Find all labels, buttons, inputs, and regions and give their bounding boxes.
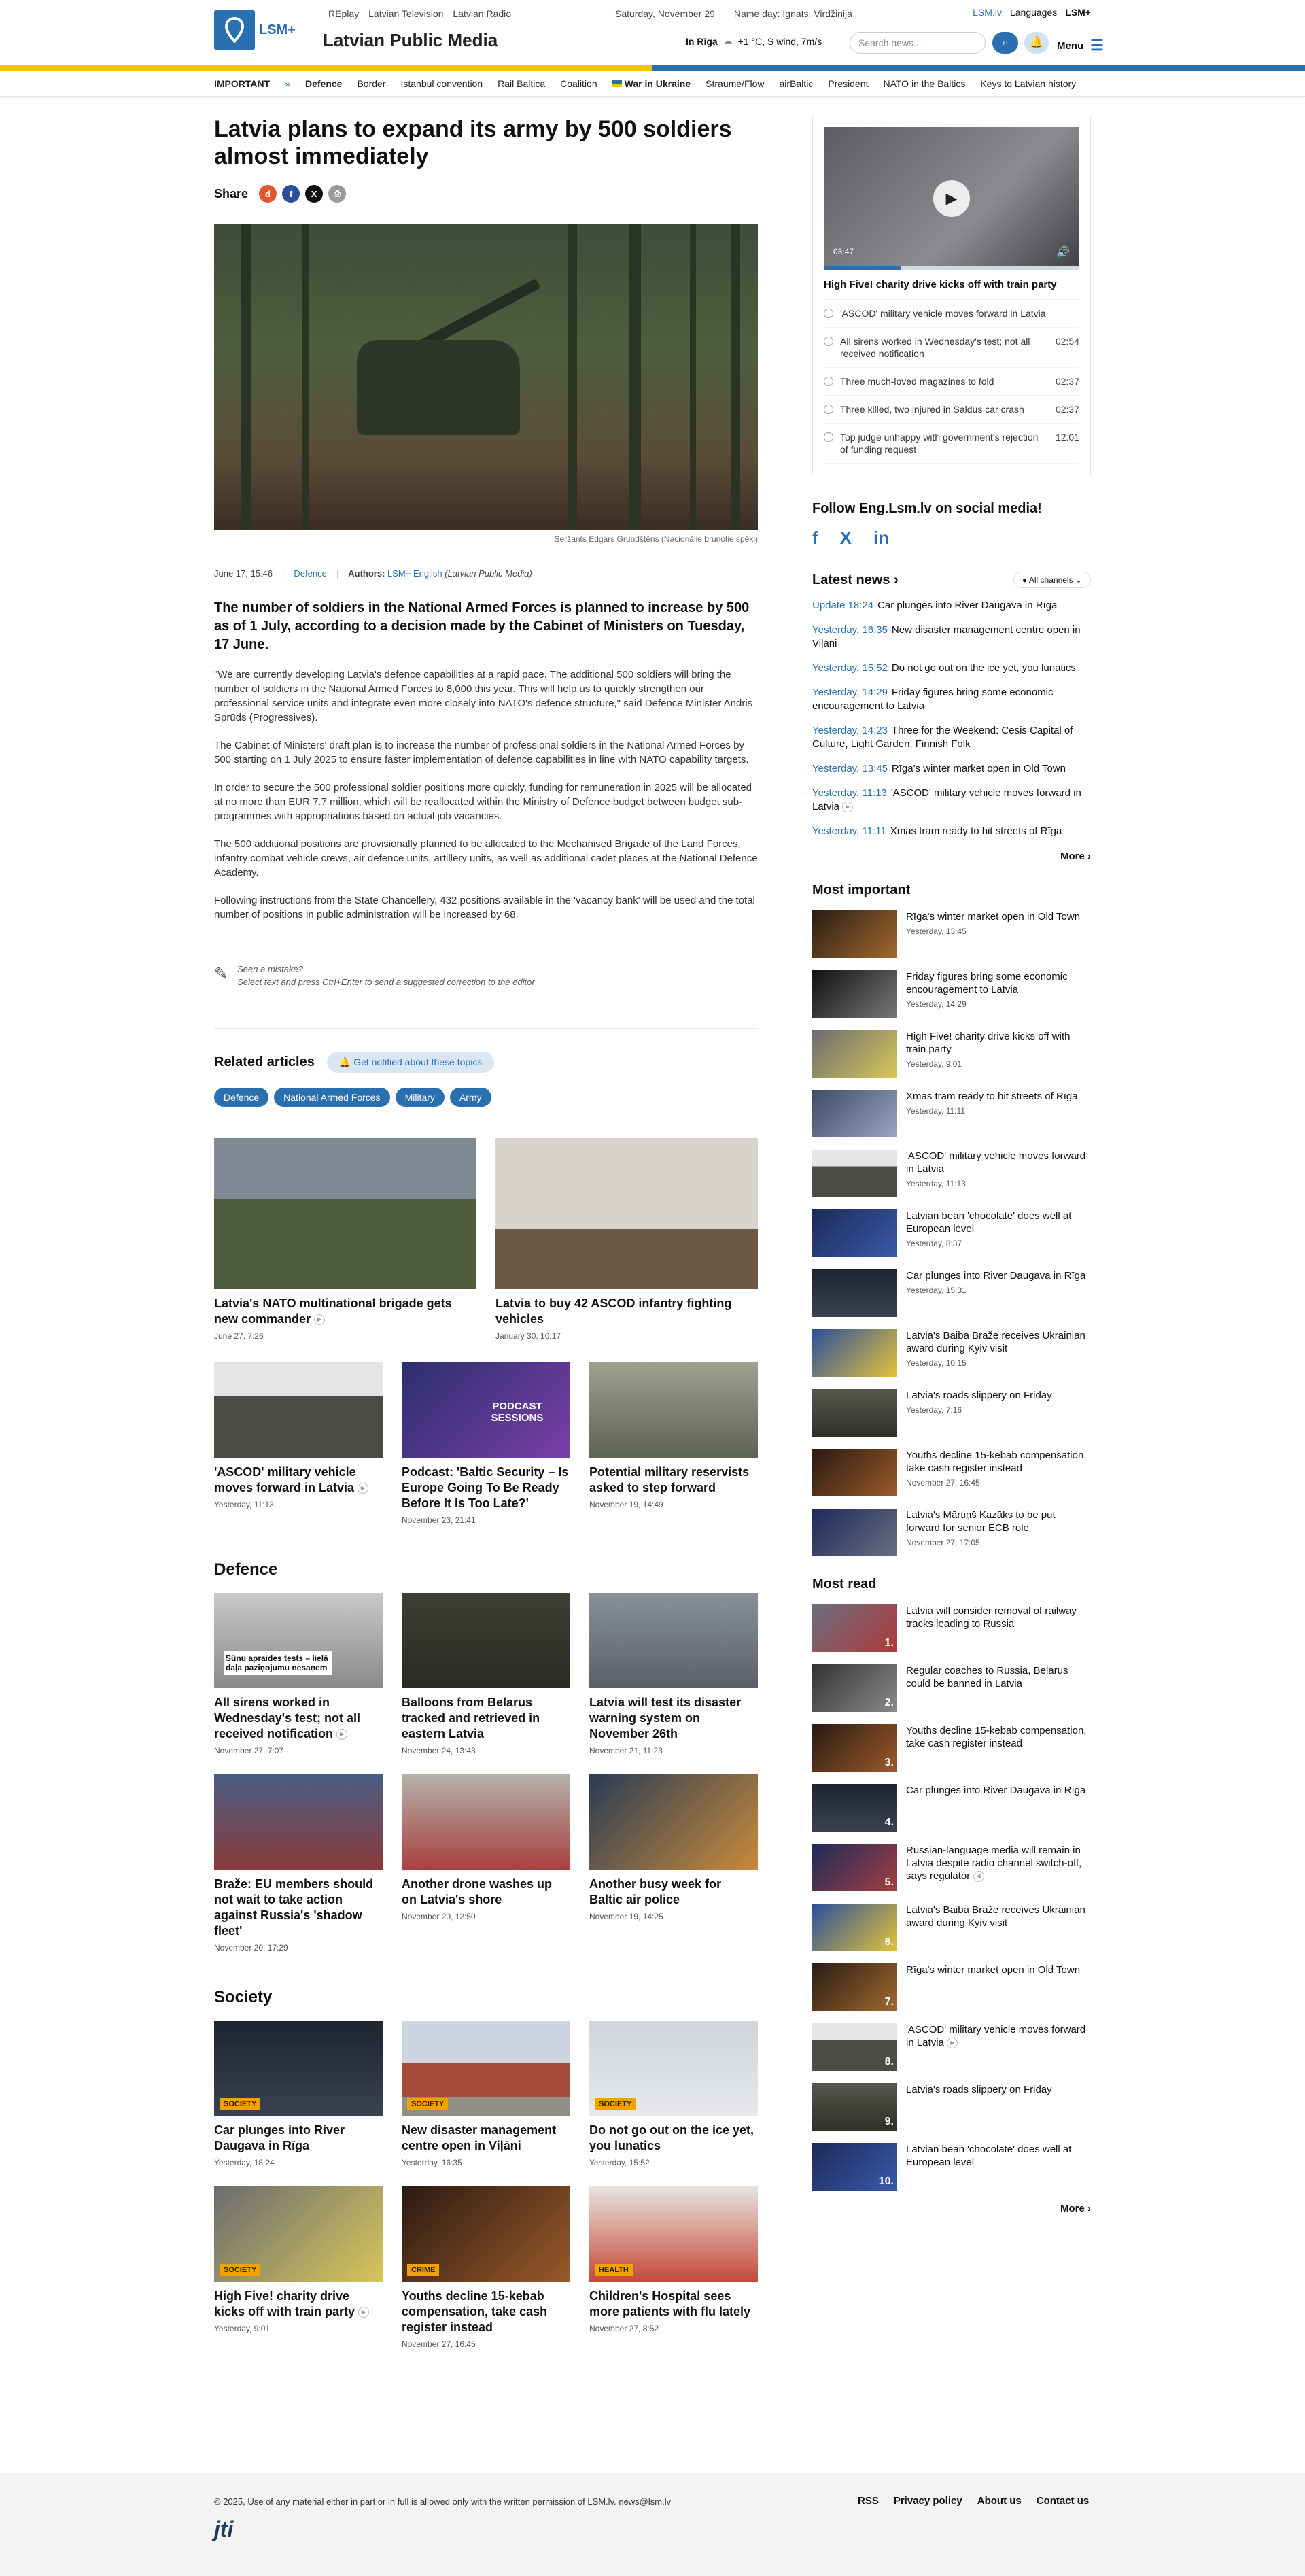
card-title: High Five! charity drive kicks off with train party ▶ (214, 2288, 383, 2320)
card-title: Car plunges into River Daugava in Rīga (214, 2123, 345, 2152)
related-card[interactable] (214, 1138, 476, 1341)
topic-link[interactable]: Istanbul convention (400, 78, 483, 89)
follow-title: Follow Eng.Lsm.lv on social media! (812, 501, 1042, 516)
latest-item[interactable]: Yesterday, 16:35 New disaster management centre open in Viļāni (812, 624, 1081, 649)
topic-link[interactable] (612, 78, 691, 89)
play-icon (824, 309, 833, 318)
society-title: Society (214, 1988, 273, 2006)
report-mistake (214, 964, 758, 987)
top-right-links (973, 7, 1091, 18)
video-title: High Five! charity drive kicks off with train party (824, 279, 1057, 290)
defence-grid (214, 1593, 758, 1953)
card-title: Latvia will test its disaster warning system on November 26th (589, 1696, 742, 1740)
name-day: Name day: Ignats, Virdžinija (733, 8, 852, 19)
x-icon[interactable]: X (839, 528, 852, 548)
news-card[interactable] (214, 2186, 383, 2349)
related-small (214, 1362, 758, 1525)
latest-header (812, 572, 1091, 588)
news-card[interactable] (589, 1774, 758, 1953)
most-read-item[interactable]: 6. Latvia's Baiba Braže receives Ukrainian award during Kyiv visit (812, 1904, 1091, 1951)
card-date: Yesterday, 11:13 (214, 1500, 274, 1509)
image-overlay-text: Sūnu apraides tests – lielā daļa paziņojumu nesaņem (224, 1651, 332, 1675)
hero-image (214, 224, 758, 530)
related-card[interactable] (589, 1362, 758, 1525)
latest-item[interactable]: Yesterday, 11:11 Xmas tram ready to hit streets of Rīga (812, 825, 1062, 837)
footer-links (858, 2495, 1089, 2507)
important-item[interactable]: Latvia's Mārtiņš Kazāks to be put forward for senior ECB role November 27, 17:05 (812, 1509, 1091, 1556)
card-date: November 23, 21:41 (402, 1515, 476, 1525)
card-title: Youths decline 15-kebab compensation, take cash register instead (402, 2289, 548, 2334)
video-player-box (812, 116, 1091, 475)
paragraph: In order to secure the 500 professional soldier positions more quickly, funding for remuneration in 2025 will be allocated at no more than EUR 7.7 million, which will be reallocated within the Ministry of Defence budget between budget sub-programmes with appropriations based on actual job vacancies. (214, 782, 752, 822)
important-item[interactable]: Rīga's winter market open in Old Town Yesterday, 13:45 (812, 910, 1091, 958)
related-big (214, 1138, 758, 1341)
card-date: November 27, 7:07 (214, 1746, 284, 1755)
card-title: Do not go out on the ice yet, you lunatics (589, 2123, 754, 2152)
chevrons-icon: » (285, 78, 290, 89)
notification-button[interactable] (1024, 32, 1049, 54)
playlist-item[interactable]: 'ASCOD' military vehicle moves forward in Latvia (824, 300, 1079, 328)
most-read-item[interactable]: 1. Latvia will consider removal of railway tracks leading to Russia (812, 1604, 1091, 1652)
search-input[interactable]: Search news... (850, 32, 986, 54)
most-read-item[interactable]: 2. Regular coaches to Russia, Belarus could be banned in Latvia (812, 1664, 1091, 1712)
play-icon (824, 405, 833, 414)
video-playlist (824, 299, 1079, 464)
top-links (328, 8, 511, 19)
card-title: Another busy week for Baltic air police (589, 1877, 722, 1906)
article (214, 116, 758, 2349)
languages-link[interactable]: Languages (1009, 7, 1058, 18)
article-date: June 17, 15:46 (214, 568, 273, 579)
most-read-item[interactable]: 10. Latvian bean 'chocolate' does well at European level (812, 2143, 1091, 2191)
cloud-icon: ☁ (723, 35, 733, 46)
weather-text: +1 °C, S wind, 7m/s (737, 35, 822, 47)
news-card[interactable] (402, 1593, 570, 1755)
card-title: All sirens worked in Wednesday's test; not all received notification ▶ (214, 1696, 360, 1740)
edit-icon: ✎ (214, 965, 228, 983)
article-meta: June 17, 15:46 | Defence | Authors: LSM+ English (Latvian Public Media) (214, 568, 532, 579)
card-title: Latvia's NATO multinational brigade gets new commander ▶ (214, 1296, 452, 1326)
weather-widget (686, 35, 822, 47)
copyright: © 2025, Use of any material either in part or in full is allowed only with the written permission of LSM.lv. news@lsm.lv (214, 2496, 672, 2507)
color-stripe (0, 65, 1305, 71)
x-icon[interactable]: X (305, 185, 323, 203)
important-label: IMPORTANT (214, 78, 271, 89)
tag-pill[interactable]: Army (450, 1088, 491, 1107)
card-title: 'ASCOD' military vehicle moves forward in Latvia ▶ (214, 1464, 383, 1496)
privacy-link[interactable]: Privacy policy (893, 2495, 962, 2507)
related-card[interactable] (402, 1362, 570, 1525)
related-card[interactable] (495, 1138, 758, 1341)
location-pin-icon (214, 10, 255, 50)
mistake-hint: Select text and press Ctrl+Enter to send a suggested correction to the editor (237, 977, 535, 987)
news-card[interactable] (402, 2186, 570, 2349)
playlist-item[interactable]: All sirens worked in Wednesday's test; not all received notification 02:54 (824, 328, 1079, 368)
latest-item[interactable]: Yesterday, 13:45 Rīga's winter market open in Old Town (812, 763, 1066, 774)
hamburger-icon: ☰ (1090, 37, 1104, 54)
tag-pill[interactable]: Defence (214, 1088, 268, 1107)
facebook-icon[interactable]: f (282, 185, 300, 203)
news-card[interactable] (589, 1593, 758, 1755)
related-card[interactable] (214, 1362, 383, 1525)
card-date: January 30, 10:17 (495, 1331, 561, 1341)
card-title: Potential military reservists asked to step forward (589, 1465, 750, 1494)
important-item[interactable]: Friday figures bring some economic encouragement to Latvia Yesterday, 14:29 (812, 970, 1091, 1018)
latest-item[interactable]: Yesterday, 14:29 Friday figures bring some economic encouragement to Latvia (812, 687, 1054, 712)
contact-link[interactable]: Contact us (1036, 2495, 1090, 2507)
video-time: 03:47 (833, 247, 854, 256)
most-read-item[interactable]: 8. 'ASCOD' military vehicle moves forward in Latvia ▶ (812, 2023, 1091, 2071)
card-title: Podcast: 'Baltic Security – Is Europe Going To Be Ready Before It Is Too Late?' (402, 1465, 569, 1510)
category-badge: SOCIETY (407, 2098, 448, 2110)
card-date: Yesterday, 16:35 (402, 2158, 462, 2167)
paragraph: "We are currently developing Latvia's defence capabilities at a rapid pace. The additional 500 soldiers will bring the number of soldiers in the National Armed Forces to 8,000 this year. This will help us to quickly strengthen our professional service units and integrate even more closely into NATO's defence structure," said Defence Minister Andris Sprūds (Progressives). (214, 669, 753, 723)
category-badge: SOCIETY (220, 2264, 260, 2276)
topic-link[interactable]: Keys to Latvian history (980, 78, 1077, 89)
important-item[interactable]: High Five! charity drive kicks off with train party Yesterday, 9:01 (812, 1030, 1091, 1078)
important-title: Most important (812, 882, 911, 897)
search-button[interactable] (992, 32, 1018, 54)
most-read-item[interactable]: 9. Latvia's roads slippery on Friday (812, 2083, 1091, 2131)
important-item[interactable]: Latvian bean 'chocolate' does well at European level Yesterday, 8:37 (812, 1209, 1091, 1257)
card-date: November 19, 14:25 (589, 1912, 663, 1921)
most-read-item[interactable]: 4. Car plunges into River Daugava in Rīga (812, 1784, 1091, 1832)
article-title: Latvia plans to expand its army by 500 soldiers almost immediately (214, 116, 732, 169)
card-date: November 27, 16:45 (402, 2339, 476, 2349)
date-bar (615, 8, 852, 19)
more-link[interactable]: More › (1060, 851, 1091, 862)
current-date: Saturday, November 29 (615, 8, 715, 19)
category-link[interactable]: Defence (294, 568, 327, 579)
latest-item[interactable]: Update 18:24 Car plunges into River Daugava in Rīga (812, 600, 1058, 611)
lang-brand[interactable]: LSM+ (1065, 7, 1091, 18)
bell-icon: 🔔 (338, 1057, 351, 1067)
video-icon: ▶ (314, 1314, 325, 1325)
share-label: Share (214, 186, 249, 201)
radio-link[interactable]: Latvian Radio (453, 8, 512, 19)
important-list (812, 910, 1091, 1556)
important-item[interactable]: Latvia's Baiba Braže receives Ukrainian award during Kyiv visit Yesterday, 10:15 (812, 1329, 1091, 1377)
topic-label: War in Ukraine (624, 78, 691, 89)
card-date: November 24, 13:43 (402, 1746, 476, 1755)
card-date: November 21, 11:23 (589, 1746, 663, 1755)
latest-item[interactable]: Yesterday, 14:23 Three for the Weekend: Cēsis Capital of Culture, Light Garden, Finnish Folk (812, 725, 1073, 750)
important-item[interactable]: Xmas tram ready to hit streets of Rīga Yesterday, 11:11 (812, 1090, 1091, 1137)
video-icon: ▶ (358, 2307, 369, 2318)
important-item[interactable]: Youths decline 15-kebab compensation, take cash register instead November 27, 16:45 (812, 1449, 1091, 1496)
news-card[interactable] (214, 1774, 383, 1953)
card-date: Yesterday, 15:52 (589, 2158, 650, 2167)
category-badge: HEALTH (595, 2264, 633, 2276)
card-date: November 20, 17:29 (214, 1943, 288, 1953)
linkedin-icon[interactable]: in (873, 528, 890, 548)
related-header (214, 1052, 758, 1073)
channels-label: All channels (1028, 575, 1073, 585)
category-badge: SOCIETY (595, 2098, 636, 2110)
category-badge: SOCIETY (220, 2098, 260, 2110)
card-title: Braže: EU members should not wait to take action against Russia's 'shadow fleet' (214, 1877, 374, 1938)
card-date: November 19, 14:49 (589, 1500, 663, 1509)
topic-link[interactable]: President (828, 78, 869, 89)
topic-link[interactable]: Coalition (560, 78, 597, 89)
playlist-item[interactable]: Top judge unhappy with government's rejection of funding request 12:01 (824, 424, 1079, 464)
topic-nav (0, 71, 1305, 97)
important-item[interactable]: Car plunges into River Daugava in Rīga Yesterday, 15:31 (812, 1269, 1091, 1317)
card-date: November 20, 12:50 (402, 1912, 476, 1921)
sidebar (812, 116, 1091, 2214)
logo-text: LSM+ (259, 22, 296, 37)
lsm-link[interactable]: LSM.lv (973, 7, 1002, 18)
rss-link[interactable]: RSS (858, 2495, 879, 2507)
video-player[interactable] (824, 127, 1079, 270)
menu-label: Menu (1057, 39, 1084, 52)
tag-list (214, 1088, 758, 1107)
print-icon[interactable]: ⎙ (328, 185, 346, 203)
video-icon: ▶ (336, 1729, 347, 1740)
mistake-title: Seen a mistake? (237, 964, 303, 974)
site-logo[interactable] (214, 10, 296, 50)
most-read-item[interactable]: 7. Rīga's winter market open in Old Town (812, 1963, 1091, 2011)
card-title: New disaster management centre open in Viļāni (402, 2123, 557, 2152)
topic-link[interactable]: Straume/Flow (706, 78, 765, 89)
notify-label: Get notified about these topics (353, 1057, 483, 1067)
ltv-link[interactable]: Latvian Television (368, 8, 444, 19)
latest-list (812, 599, 1091, 838)
video-icon: ▶ (358, 1483, 368, 1494)
card-date: November 27, 8:52 (589, 2324, 659, 2333)
paragraph: Following instructions from the State Chancellery, 432 positions available in the 'vacancy bank' will be used and the total number of positions in public administration will be increased by 68. (214, 895, 755, 921)
search-icon: ⌕ (1002, 37, 1009, 48)
author-org: (Latvian Public Media) (445, 568, 532, 579)
card-title: Another drone washes up on Latvia's shore (402, 1877, 553, 1906)
menu-button[interactable] (1057, 37, 1104, 54)
author-link[interactable]: LSM+ English (387, 568, 442, 579)
facebook-icon[interactable]: f (812, 528, 818, 548)
important-item[interactable]: Latvia's roads slippery on Friday Yesterday, 7:16 (812, 1389, 1091, 1437)
defence-title: Defence (214, 1560, 278, 1579)
playlist-item[interactable]: Three killed, two injured in Saldus car crash 02:37 (824, 396, 1079, 424)
related-title: Related articles (214, 1054, 315, 1069)
draugiem-icon[interactable]: d (259, 185, 277, 203)
card-date: Yesterday, 18:24 (214, 2158, 275, 2167)
card-date: June 27, 7:26 (214, 1331, 264, 1341)
card-date: Yesterday, 9:01 (214, 2324, 271, 2333)
latest-item[interactable]: Yesterday, 15:52 Do not go out on the ice yet, you lunatics (812, 662, 1076, 674)
topic-link[interactable]: airBaltic (779, 78, 814, 89)
image-caption: Seržants Edgars Grundštēns (Nacionālie bruņotie spēki) (554, 534, 758, 544)
play-icon (824, 432, 833, 442)
card-title: Latvia to buy 42 ASCOD infantry fighting vehicles (495, 1296, 732, 1326)
play-icon[interactable]: ▶ (933, 180, 970, 217)
play-icon (824, 377, 833, 386)
article-lead: The number of soldiers in the National Armed Forces is planned to increase by 500 as of 1 July, according to a decision made by the Cabinet of Ministers on Tuesday, 17 June. (214, 600, 750, 652)
about-link[interactable]: About us (977, 2495, 1022, 2507)
news-card[interactable] (589, 2021, 758, 2167)
latest-title[interactable]: Latest news › (812, 572, 899, 587)
topic-link[interactable]: NATO in the Baltics (883, 78, 966, 89)
ukraine-flag-icon (612, 80, 622, 87)
important-item[interactable]: 'ASCOD' military vehicle moves forward in Latvia Yesterday, 11:13 (812, 1150, 1091, 1197)
latest-item[interactable]: Yesterday, 11:13 'ASCOD' military vehicle moves forward in Latvia ▶ (812, 787, 1081, 812)
most-read-item[interactable]: 3. Youths decline 15-kebab compensation, take cash register instead (812, 1724, 1091, 1772)
site-name: Latvian Public Media (323, 30, 498, 50)
chevron-right-icon: › (894, 572, 899, 587)
weather-city: In Rīga (686, 35, 718, 47)
notify-button[interactable] (327, 1052, 494, 1073)
share-bar (214, 185, 758, 203)
authors-label: Authors: (348, 568, 385, 579)
social-links (812, 528, 1091, 549)
most-read-item[interactable]: 5. Russian-language media will remain in Latvia despite radio channel switch-off, says regulator ◀ (812, 1844, 1091, 1891)
playlist-item[interactable]: Three much-loved magazines to fold 02:37 (824, 368, 1079, 396)
play-icon (824, 337, 833, 346)
news-card[interactable] (214, 2021, 383, 2167)
tag-pill[interactable]: Military (396, 1088, 445, 1107)
most-read-list (812, 1604, 1091, 2191)
volume-icon[interactable]: 🔊 (1056, 247, 1070, 258)
society-grid (214, 2021, 758, 2349)
video-progress[interactable] (824, 266, 1079, 270)
site-header (0, 0, 1305, 65)
news-card[interactable] (402, 1774, 570, 1953)
news-card[interactable] (214, 1593, 383, 1755)
news-card[interactable] (589, 2186, 758, 2349)
tag-pill[interactable]: National Armed Forces (274, 1088, 389, 1107)
article-body (214, 668, 758, 922)
most-read-title: Most read (812, 1577, 877, 1592)
card-title: Children's Hospital sees more patients with flu lately (589, 2289, 751, 2318)
card-title: Balloons from Belarus tracked and retrieved in eastern Latvia (402, 1696, 540, 1740)
category-badge: CRIME (407, 2264, 439, 2276)
paragraph: The Cabinet of Ministers' draft plan is to increase the number of professional soldiers in the National Armed Forces by 500 starting on 1 July 2025 to ensure faster implementation of defence capabilities in line with NATO capability targets. (214, 740, 749, 766)
paragraph: The 500 additional positions are provisionally planned to be allocated to the Mechanised Brigade of the Land Forces, infantry combat vehicle crews, air defence units, artillery units, as well as additional cadet places at the National Defence Academy. (214, 838, 758, 878)
replay-link[interactable]: REplay (328, 8, 360, 19)
bell-icon: 🔔 (1030, 37, 1043, 48)
channels-select[interactable]: ● All channels ⌄ (1013, 572, 1091, 588)
more-link[interactable]: More › (1060, 2203, 1091, 2214)
podcast-image-text: PODCAST SESSIONS (491, 1401, 544, 1424)
news-card[interactable] (402, 2021, 570, 2167)
topic-link[interactable]: Border (357, 78, 386, 89)
jti-logo[interactable]: jti (214, 2517, 234, 2541)
topic-link[interactable]: Rail Baltica (498, 78, 546, 89)
site-footer (0, 2473, 1305, 2576)
topic-link[interactable]: Defence (304, 78, 343, 89)
